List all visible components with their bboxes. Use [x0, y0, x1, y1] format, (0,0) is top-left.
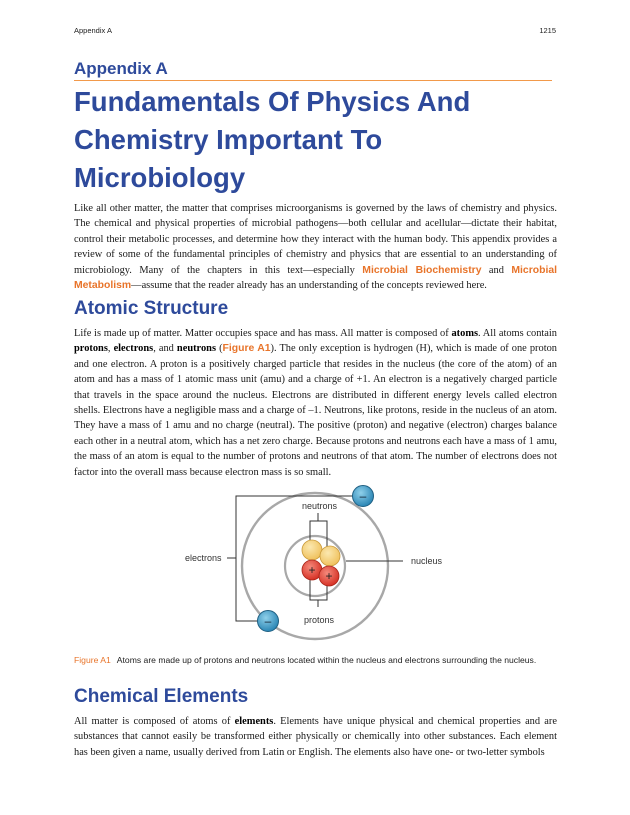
- proton-plus-sign: +: [325, 569, 333, 583]
- label-protons: protons: [304, 615, 335, 625]
- link-microbial-metabolism[interactable]: Microbial Metabolism: [74, 264, 558, 292]
- page-title: Fundamentals Of Physics And Chemistry Important To Microbiology: [74, 86, 471, 193]
- running-header-title: Appendix A: [74, 26, 112, 35]
- appendix-label: Appendix A: [74, 59, 552, 81]
- page-number: 1215: [539, 26, 556, 35]
- label-electrons: electrons: [185, 553, 222, 563]
- body-text: ,: [107, 343, 114, 355]
- figure-caption-text: Atoms are made up of protons and neutrons located within the nucleus and electrons surrounding the nucleus.: [116, 655, 537, 665]
- body-text: All matter is composed of atoms of: [74, 716, 235, 727]
- neutron: [320, 546, 340, 566]
- heading-chemical-elements: Chemical Elements: [74, 686, 249, 707]
- body-text: ). The only exception is hydrogen (H), which is made of one proton and one electron. A proton is a positively charged particle that resides in the nucleus (the core of the atom) of an atom and has a mass of 1 atomic mass unit (amu) and a charge of +1. An electron is a negatively charged particle that travels in the space around the nucleus. Electrons are distributed in different energy levels called electron shells. Electrons have a negligible mass and a charge of –1. Neutrons, like protons, reside in the nucleus of an atom. They have a mass of 1 amu and no charge (neutral). The positive (proton) and negative (electron) charges balance each other in a neutral atom, which has a net zero charge. Because protons and neutrons each have a mass of 1 amu, the mass of an atom is equal to the number of protons and neutrons of that atom. The number of electrons does not factor into the overall mass because electron mass is so small.: [74, 343, 557, 478]
- term-electrons: electrons: [113, 343, 154, 355]
- figure-caption-label: Figure A1: [74, 655, 111, 665]
- label-neutrons: neutrons: [302, 501, 338, 511]
- body-text: , and: [153, 343, 177, 355]
- electron-minus-sign: –: [264, 614, 272, 628]
- term-elements: elements: [234, 716, 274, 727]
- term-atoms: atoms: [451, 328, 479, 339]
- body-text: . All atoms contain: [478, 328, 557, 339]
- link-figure-a1[interactable]: Figure A1: [222, 343, 271, 355]
- intro-text: and: [481, 264, 512, 276]
- body-text: Life is made up of matter. Matter occupies space and has mass. All matter is composed of: [74, 328, 452, 339]
- body-text: (: [216, 343, 223, 355]
- link-microbial-biochemistry[interactable]: Microbial Biochemistry: [362, 264, 482, 276]
- electron-minus-sign: –: [359, 489, 367, 503]
- body-text: . Elements have unique physical and chemical properties and are substances that cannot easily be transformed either physically or chemically into other substances. Each element has been given a name, usually derived from Latin or English. The elements also have one- or two-letter symbols: [74, 716, 557, 758]
- figure-caption: [74, 654, 554, 666]
- intro-text: Like all other matter, the matter that comprises microorganisms is governed by the laws of chemistry and physics. The chemical and physical properties of microbial pathogens—both cellular and acellular—dictate their habitat, control their metabolic processes, and determine how they interact with the human body. This appendix provides a review of some of the fundamental principles of chemistry and physics that are essential to an understanding of microbiology. Many of the chapters in this text—especially: [74, 203, 557, 276]
- heading-atomic-structure: Atomic Structure: [74, 298, 229, 319]
- proton-plus-sign: +: [308, 563, 316, 577]
- term-protons: protons: [74, 343, 108, 355]
- term-neutrons: neutrons: [176, 343, 216, 355]
- intro-text: —assume that the reader already has an understanding of the concepts reviewed here.: [131, 280, 487, 292]
- neutron: [302, 540, 322, 560]
- chemical-elements-paragraph: [74, 714, 557, 760]
- label-nucleus: nucleus: [411, 556, 443, 566]
